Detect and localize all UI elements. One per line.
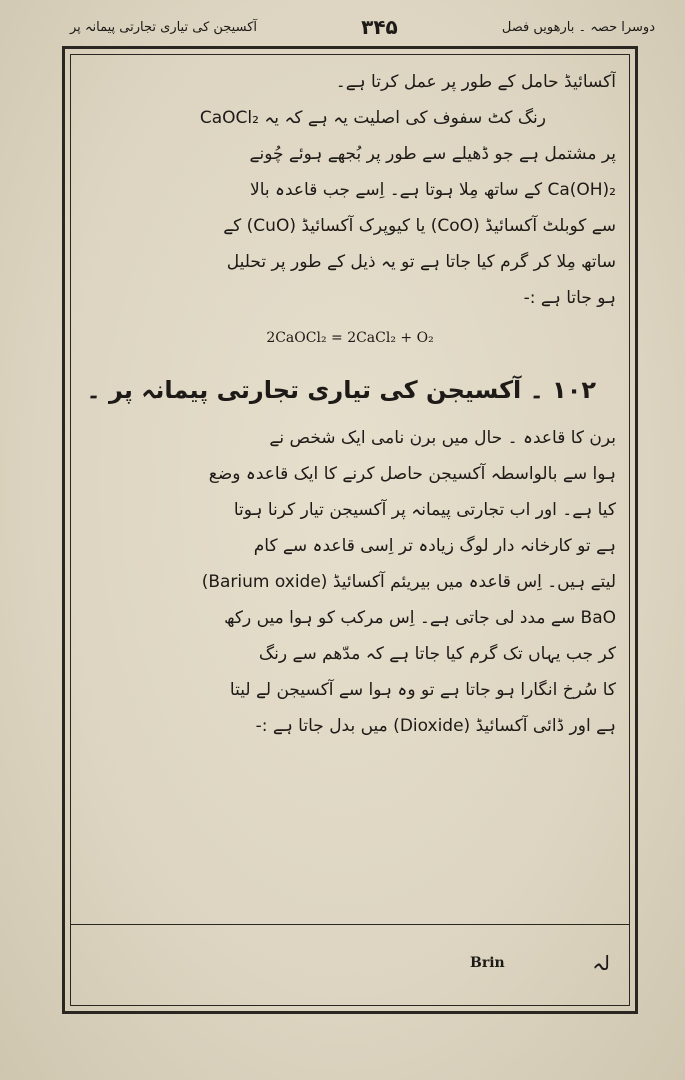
text-line: ہو جاتا ہے :- <box>523 288 616 308</box>
running-head <box>70 8 655 46</box>
text-line: BaO سے مدد لی جاتی ہے۔ اِس مرکب کو ہوا میں رکھ <box>224 608 616 628</box>
text-line: کر جب یہاں تک گرم کیا جاتا ہے کہ مدّھم سے رنگ <box>258 644 616 664</box>
text-line: Ca(OH)₂ کے ساتھ مِلا ہوتا ہے۔ اِسے جب قاعدہ بالا <box>250 180 616 200</box>
text-line: پر مشتمل ہے جو ڈھیلے سے طور پر بُجھے ہوئے چُونے <box>249 144 616 164</box>
body-text <box>84 64 616 924</box>
footnote <box>470 948 610 978</box>
text-line: ساتھ مِلا کر گرم کیا جاتا ہے تو یہ ذیل کے طور پر تحلیل <box>226 252 616 272</box>
text-line: برن کا قاعدہ ۔ حال میں برن نامی ایک شخص نے <box>269 428 616 448</box>
page-number: ۳۴۵ <box>361 15 398 39</box>
text-line: ہے تو کارخانہ دار لوگ زیادہ تر اِسی قاعدہ سے کام <box>253 536 616 556</box>
chemical-equation: 2CaOCl₂ = 2CaCl₂ + O₂ <box>266 330 434 346</box>
footnote-divider <box>70 924 630 925</box>
text-line: آکسائیڈ حامل کے طور پر عمل کرتا ہے۔ <box>335 72 616 92</box>
running-head-title: آکسیجن کی تیاری تجارتی پیمانہ پر <box>70 19 257 35</box>
text-line: کیا ہے۔ اور اب تجارتی پیمانہ پر آکسیجن تیار کرنا ہوتا <box>233 500 616 520</box>
footnote-text: Brin <box>470 955 505 971</box>
text-line: رنگ کٹ سفوف کی اصلیت یہ ہے کہ یہ CaOCl₂ <box>199 108 546 128</box>
footnote-mark: لہ <box>592 951 610 975</box>
text-line: ہوا سے بالواسطہ آکسیجن حاصل کرنے کا ایک قاعدہ وضع <box>208 464 616 484</box>
running-head-part: دوسرا حصہ ۔ بارھویں فصل <box>501 19 655 35</box>
text-line: سے کوبلٹ آکسائیڈ (CoO) یا کیوپرک آکسائیڈ (CuO) کے <box>223 216 616 236</box>
text-line: لیتے ہیں۔ اِس قاعدہ میں بیریئم آکسائیڈ (Barium oxide) <box>201 572 616 592</box>
text-line: ہے اور ڈائی آکسائیڈ (Dioxide) میں بدل جاتا ہے :- <box>255 716 616 736</box>
section-heading: ۱۰۲ ۔ آکسیجن کی تیاری تجارتی پیمانہ پر ۔ <box>86 376 596 404</box>
text-line: کا سُرخ انگارا ہو جاتا ہے تو وہ ہوا سے آکسیجن لے لیتا <box>229 680 616 700</box>
